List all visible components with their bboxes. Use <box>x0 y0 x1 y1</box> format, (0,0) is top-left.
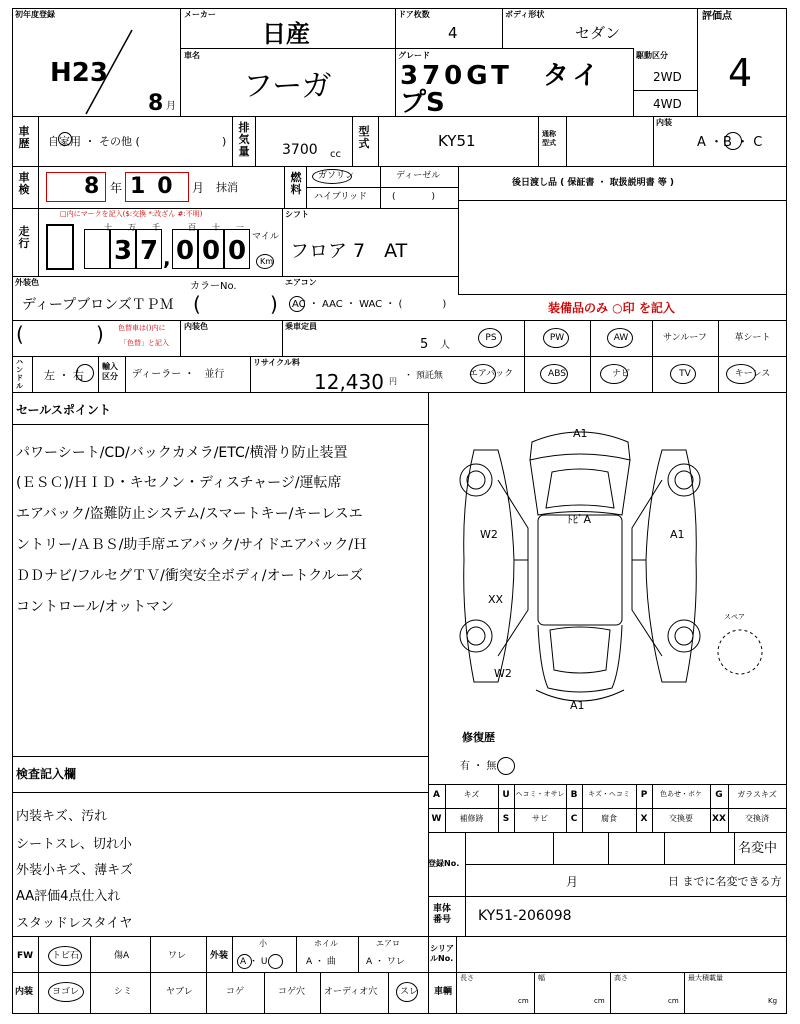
handle-value: 左 ・ 右 <box>44 369 84 382</box>
damage-mark-roof: ﾄﾋﾞA <box>567 513 592 526</box>
unit-ten-man: 十 <box>104 223 112 232</box>
repair-history-label: 修復歴 <box>462 731 495 744</box>
fuel-gasoline-circle <box>312 169 355 184</box>
legend-desc: 色あせ・ボケ <box>660 790 702 798</box>
fw-stonechip-circle <box>48 946 82 966</box>
registration-label: 登録No. <box>428 859 460 868</box>
equip-ps-circle <box>478 328 502 348</box>
drive-4wd: 4WD <box>653 97 682 111</box>
chassis-label: 車体番号 <box>433 904 452 925</box>
length-label: 長さ <box>460 974 474 982</box>
km-circle <box>256 254 274 269</box>
equip-airbag: エアバック <box>468 369 514 379</box>
color-no-label: カラーNo. <box>190 281 237 292</box>
inspection-month-unit: 月 <box>192 181 205 195</box>
int-bottom-label: 内装 <box>15 987 34 997</box>
inspection-notes-title: 検査記入欄 <box>16 767 77 781</box>
import-label: 輸入区分 <box>102 362 118 381</box>
import-value: ディーラー ・ 並行 <box>132 369 225 380</box>
drive-2wd: 2WD <box>653 70 682 84</box>
sales-point-line: (ＥＳＣ)/ＨＩＤ・キセノン・ディスチャージ/運転席 <box>16 475 342 491</box>
first-reg-month-unit: 月 <box>166 101 176 112</box>
maker-label: メーカー <box>184 10 216 19</box>
damage-mark-rear-left: W2 <box>494 667 512 680</box>
inspection-note-line: 内装キズ、汚れ <box>16 809 108 824</box>
equip-sunroof: サンルーフ <box>663 333 707 343</box>
equip-navi-circle <box>600 364 628 384</box>
chassis-value: KY51-206098 <box>478 908 572 924</box>
mileage-label: 走行 <box>18 225 30 250</box>
equip-tv: TV <box>679 369 691 379</box>
history-close: ) <box>222 135 227 148</box>
capacity-label: 乗車定員 <box>285 322 317 331</box>
legend-desc: 腐食 <box>601 814 617 823</box>
body-value: セダン <box>575 24 621 42</box>
int-item: ヤブレ <box>166 987 193 997</box>
damage-mark-left-rear: XX <box>488 593 504 606</box>
name-change-label: 名変中 <box>738 841 778 856</box>
recycle-value: 12,430 <box>314 370 384 394</box>
equip-pw-circle <box>543 328 569 348</box>
grade-line2: プS <box>400 88 445 118</box>
history-text: 自家用 ・ その他 ( <box>48 135 140 148</box>
fw-item: ワレ <box>168 951 187 961</box>
later-docs-label: 後日渡し品 ( 保証書 ・ 取扱説明書 等 ) <box>512 178 675 188</box>
doors-label: ドア枚数 <box>398 10 430 19</box>
drive-label: 駆動区分 <box>636 51 668 60</box>
ext-small-u-circle <box>268 954 283 969</box>
score-label: 評価点 <box>702 11 732 22</box>
equip-navi: ナビ <box>611 369 630 379</box>
fuel-gasoline: ガソリン <box>318 171 355 181</box>
equip-tv-circle <box>670 364 696 384</box>
unit-juu: 十 <box>212 223 220 232</box>
interior-color-label: 内装色 <box>184 322 208 331</box>
common-model-label: 通称型式 <box>542 130 556 147</box>
aircon-label: エアコン <box>285 278 317 287</box>
maker-value: 日産 <box>262 20 310 48</box>
sales-points-title: セールスポイント <box>16 403 111 417</box>
score-value: 4 <box>728 51 753 95</box>
ext-wheel-label: ホイル <box>314 939 338 948</box>
car-damage-diagram <box>440 420 780 720</box>
unit-sen: 千 <box>152 223 160 232</box>
interior-grade-label: 内装 <box>656 118 672 127</box>
model-name-label: 車名 <box>184 51 200 60</box>
fw-label: FW <box>17 951 34 961</box>
inspection-note-line: AA評価4点仕入れ <box>16 889 121 904</box>
color-paren-close: ) <box>270 292 278 316</box>
mileage-note: □内にマークを記入($:交換 *:改ざん #:不明) <box>60 210 203 218</box>
inspection-note-line: 外装小キズ、薄キズ <box>16 863 133 878</box>
handle-right-circle <box>76 364 94 382</box>
legend-code: S <box>502 814 510 824</box>
fw-item: トビ石 <box>52 951 80 961</box>
legend-desc: キズ・ヘコミ <box>588 790 630 798</box>
inspection-label: 車検 <box>18 171 30 196</box>
displacement-unit: cc <box>330 149 341 160</box>
history-label: 車歴 <box>18 125 30 150</box>
inspection-note-line: スタッドレスタイヤ <box>16 916 133 931</box>
ext-aero-values: A ・ ワレ <box>366 957 405 967</box>
unit-ichi: 一 <box>236 223 244 232</box>
legend-code: B <box>570 790 578 800</box>
doors-value: 4 <box>448 24 458 42</box>
height-label: 高さ <box>614 974 628 982</box>
aircon-ac-circle <box>289 296 305 312</box>
ext-wheel-values: A ・ 曲 <box>306 957 336 967</box>
legend-code: G <box>715 790 723 800</box>
width-unit: cm <box>594 997 605 1005</box>
first-reg-month: 8 <box>148 91 164 116</box>
fuel-label: 燃料 <box>290 171 302 196</box>
color-paren-open: ( <box>193 292 201 316</box>
grade-line1: 370GT タイ <box>400 61 603 91</box>
int-item: コゲ穴 <box>278 987 306 997</box>
capacity-unit: 人 <box>440 340 450 351</box>
shift-value: フロア 7 AT <box>290 240 408 262</box>
interior-grade-circle <box>724 132 742 150</box>
sales-point-line: ントリー/ＡＢＳ/助手席エアバック/サイドエアバック/Ｈ <box>16 537 368 553</box>
equip-ps: PS <box>485 333 497 343</box>
equip-leather: 革シート <box>734 333 771 343</box>
legend-code: W <box>431 814 442 824</box>
mileage-digit: 0 <box>198 229 224 269</box>
color-change-note1: 色替車は()内に <box>118 324 166 332</box>
sales-point-line: コントロール/オットマン <box>16 599 175 615</box>
damage-mark-right: A1 <box>670 528 685 541</box>
int-item: オーディオ穴 <box>324 987 378 997</box>
damage-mark-front: A1 <box>573 427 588 440</box>
mileage-digit: 7 <box>136 229 162 269</box>
ext-bottom-label: 外装 <box>210 951 229 961</box>
equipment-title: 装備品のみ ○印 を記入 <box>548 301 675 315</box>
sales-point-line: パワーシート/CD/バックカメラ/ETC/横滑り防止装置 <box>16 445 348 461</box>
weight-unit: Kg <box>768 997 778 1005</box>
equip-abs-circle <box>540 364 568 384</box>
first-reg-slash <box>80 28 140 118</box>
capacity-value: 5 <box>420 337 429 352</box>
mileage-digit: 0 <box>172 229 198 269</box>
color-change-note2: 「色替」と記入 <box>120 339 169 347</box>
displacement-label: 排気量 <box>238 121 250 158</box>
fw-item: 傷A <box>114 951 130 961</box>
ext-color-label: 外装色 <box>15 278 39 287</box>
aircon-value: AC ・ AAC ・ WAC ・ ( ) <box>292 299 447 310</box>
legend-desc: ヘコミ・オサレ <box>515 790 565 798</box>
spare-label: スペア <box>724 613 745 621</box>
unit-man: 万 <box>128 223 136 232</box>
model-code-value: KY51 <box>438 132 476 150</box>
mileage-mark-box[interactable] <box>46 224 74 270</box>
sales-point-line: エアバック/盗難防止システム/スマートキー/キーレスエ <box>16 506 363 522</box>
reg-day-note: 日 までに名変できる方 <box>668 875 782 888</box>
shift-label: シフト <box>285 210 309 219</box>
inspection-cancelled: 抹消 <box>216 181 238 194</box>
reg-month-label: 月 <box>566 875 579 889</box>
grade-label: グレード <box>398 51 430 60</box>
height-unit: cm <box>668 997 679 1005</box>
history-circle-mark <box>58 132 72 146</box>
legend-code: C <box>570 814 578 824</box>
handle-label: ハンドル <box>16 358 23 390</box>
equip-abs: ABS <box>548 369 566 379</box>
equip-pw: PW <box>549 333 565 343</box>
equip-aw-circle <box>607 328 633 348</box>
legend-desc: 補修跡 <box>459 814 484 823</box>
damage-mark-left: W2 <box>480 528 498 541</box>
serial-label: シリアルNo. <box>430 944 454 963</box>
sales-point-line: ＤＤナビ/フルセグＴＶ/衝突安全ボディ/オートクルーズ <box>16 568 364 584</box>
legend-code: P <box>640 790 648 800</box>
inspection-note-line: シートスレ、切れ小 <box>16 837 132 852</box>
legend-code: XX <box>712 814 726 824</box>
recycle-unit: 円 <box>389 377 397 386</box>
ext-color-value: ディープブロンズＴＰＭ <box>22 297 174 313</box>
equip-aw: AW <box>613 333 629 343</box>
repair-none-circle <box>497 757 515 775</box>
int-wear-circle <box>396 982 418 1002</box>
damage-mark-rear: A1 <box>570 699 585 712</box>
displacement-value: 3700 <box>282 142 318 158</box>
body-label: ボディ形状 <box>505 10 545 19</box>
legend-desc: ガラスキズ <box>737 790 777 799</box>
mileage-digit: 3 <box>110 229 136 269</box>
first-reg-label: 初年度登録 <box>15 10 55 19</box>
inspection-month: 10 <box>130 174 185 199</box>
ext-small-label: 小 <box>259 939 267 948</box>
width-label: 幅 <box>538 974 545 982</box>
unit-hyaku: 百 <box>188 223 196 232</box>
fuel-hybrid: ハイブリッド <box>314 192 368 202</box>
mileage-comma: , <box>163 246 171 270</box>
fuel-diesel: ディーゼル <box>396 171 441 181</box>
legend-desc: 交換要 <box>669 814 693 823</box>
recycle-status: ・ 預託無 <box>404 371 443 381</box>
legend-desc: キズ <box>463 790 480 799</box>
ext-small-values: A ・ U <box>240 957 268 967</box>
weight-label: 最大積載量 <box>688 974 723 982</box>
inspection-year: 8 <box>84 174 100 199</box>
mileage-digit: 0 <box>224 229 250 269</box>
int-item: シミ <box>114 987 133 997</box>
equip-keyless: キーレス <box>734 369 771 379</box>
inspection-year-unit: 年 <box>110 181 123 195</box>
length-unit: cm <box>518 997 529 1005</box>
model-code-label: 型式 <box>358 125 370 150</box>
int-paren-close: ) <box>96 322 104 346</box>
legend-desc: 交換済 <box>745 814 769 823</box>
int-item: コゲ <box>226 987 245 997</box>
int-stain-circle <box>48 982 84 1002</box>
model-name-value: フーガ <box>243 69 332 104</box>
legend-code: X <box>640 814 648 824</box>
legend-code: U <box>502 790 510 800</box>
km-label: Km <box>260 257 274 266</box>
ext-small-a-circle <box>237 954 252 969</box>
recycle-label: リサイクル料 <box>253 358 300 367</box>
ext-aero-label: エアロ <box>376 939 400 948</box>
equip-airbag-circle <box>470 364 496 384</box>
equip-keyless-circle <box>726 364 756 384</box>
int-item: スレ <box>400 987 419 997</box>
mile-label: マイル <box>252 232 279 242</box>
interior-grade-value: A ・B ・ C <box>697 135 763 150</box>
legend-desc: サビ <box>532 814 548 823</box>
int-item: ヨゴレ <box>52 987 80 997</box>
fuel-other: ( ) <box>392 192 436 202</box>
repair-history-value: 有 ・ 無 <box>460 761 497 772</box>
mileage-digit-empty <box>84 229 110 269</box>
int-paren-open: ( <box>16 322 24 346</box>
first-reg-era: H23 <box>50 58 108 88</box>
legend-code: A <box>433 790 440 800</box>
dimensions-label: 車輌 <box>434 987 453 997</box>
